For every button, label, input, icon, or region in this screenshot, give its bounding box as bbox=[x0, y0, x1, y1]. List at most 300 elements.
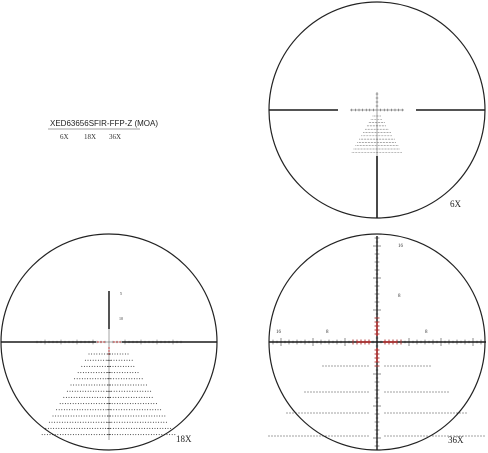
holdover-row bbox=[134, 409, 135, 410]
holdover-row bbox=[98, 360, 99, 361]
holdover-row bbox=[355, 412, 356, 413]
holdover-row bbox=[367, 135, 368, 136]
holdover-row bbox=[374, 145, 375, 146]
holdover-row bbox=[78, 434, 79, 435]
holdover-row bbox=[97, 416, 98, 417]
holdover-row bbox=[456, 412, 457, 413]
holdover-row bbox=[447, 412, 448, 413]
holdover-row bbox=[57, 434, 58, 435]
holdover-row bbox=[387, 145, 388, 146]
holdover-row bbox=[138, 372, 139, 373]
holdover-row bbox=[371, 152, 372, 153]
holdover-row bbox=[135, 391, 136, 392]
holdover-row bbox=[105, 378, 106, 379]
holdover-row bbox=[374, 139, 375, 140]
holdover-row bbox=[459, 412, 460, 413]
holdover-row bbox=[379, 139, 380, 140]
holdover-row bbox=[58, 416, 59, 417]
holdover-row bbox=[365, 145, 366, 146]
holdover-row bbox=[365, 152, 366, 153]
holdover-row bbox=[146, 416, 147, 417]
holdover-row bbox=[360, 145, 361, 146]
holdover-row bbox=[334, 391, 335, 392]
holdover-row bbox=[59, 422, 60, 423]
holdover-row bbox=[429, 365, 430, 366]
holdover-row bbox=[94, 434, 95, 435]
holdover-row bbox=[313, 391, 314, 392]
holdover-row bbox=[93, 360, 94, 361]
holdover-row bbox=[471, 435, 472, 436]
holdover-row bbox=[465, 435, 466, 436]
holdover-row bbox=[82, 378, 83, 379]
holdover-row bbox=[127, 422, 128, 423]
holdover-row bbox=[139, 428, 140, 429]
holdover-row bbox=[150, 409, 151, 410]
holdover-row bbox=[349, 365, 350, 366]
holdover-row bbox=[483, 435, 484, 436]
holdover-row bbox=[435, 435, 436, 436]
holdover-row bbox=[393, 365, 394, 366]
holdover-row bbox=[380, 119, 381, 120]
holdover-row bbox=[331, 435, 332, 436]
holdover-row bbox=[128, 366, 129, 367]
holdover-row bbox=[101, 391, 102, 392]
holdover-row bbox=[63, 397, 64, 398]
holdover-row bbox=[328, 391, 329, 392]
holdover-row bbox=[117, 434, 118, 435]
holdover-row bbox=[369, 145, 370, 146]
holdover-row bbox=[84, 366, 85, 367]
holdover-row bbox=[56, 409, 57, 410]
holdover-row bbox=[316, 391, 317, 392]
holdover-row bbox=[168, 428, 169, 429]
holdover-row bbox=[304, 412, 305, 413]
holdover-row bbox=[78, 385, 79, 386]
holdover-row bbox=[151, 434, 152, 435]
holdover-row bbox=[112, 385, 113, 386]
holdover-row bbox=[384, 142, 385, 143]
holdover-row bbox=[378, 122, 379, 123]
holdover-row bbox=[400, 152, 401, 153]
holdover-row bbox=[372, 135, 373, 136]
holdover-row bbox=[450, 412, 451, 413]
holdover-row bbox=[91, 434, 92, 435]
holdover-row bbox=[328, 435, 329, 436]
holdover-row bbox=[377, 145, 378, 146]
holdover-row bbox=[355, 391, 356, 392]
holdover-row bbox=[83, 372, 84, 373]
holdover-row bbox=[325, 391, 326, 392]
holdover-row bbox=[75, 403, 76, 404]
holdover-row bbox=[122, 422, 123, 423]
holdover-row bbox=[386, 142, 387, 143]
holdover-row bbox=[371, 139, 372, 140]
holdover-row bbox=[361, 391, 362, 392]
holdover-row bbox=[364, 412, 365, 413]
holdover-row bbox=[441, 391, 442, 392]
holdover-row bbox=[122, 434, 123, 435]
holdover-row bbox=[117, 385, 118, 386]
holdover-row bbox=[94, 354, 95, 355]
holdover-row bbox=[376, 152, 377, 153]
holdover-row bbox=[116, 391, 117, 392]
holdover-row bbox=[69, 409, 70, 410]
holdover-row bbox=[71, 385, 72, 386]
holdover-row bbox=[91, 422, 92, 423]
reticle-36x bbox=[268, 234, 486, 450]
holdover-row bbox=[121, 409, 122, 410]
holdover-row bbox=[117, 354, 118, 355]
holdover-row bbox=[354, 149, 355, 150]
holdover-row bbox=[126, 397, 127, 398]
holdover-row bbox=[286, 412, 287, 413]
holdover-row bbox=[376, 139, 377, 140]
holdover-row bbox=[386, 145, 387, 146]
holdover-row bbox=[349, 435, 350, 436]
holdover-row bbox=[322, 391, 323, 392]
holdover-row bbox=[358, 365, 359, 366]
holdover-row bbox=[67, 422, 68, 423]
holdover-row bbox=[346, 365, 347, 366]
holdover-row bbox=[322, 365, 323, 366]
holdover-row bbox=[151, 416, 152, 417]
holdover-row bbox=[372, 145, 373, 146]
holdover-row bbox=[417, 412, 418, 413]
holdover-row bbox=[124, 391, 125, 392]
holdover-row bbox=[85, 378, 86, 379]
holdover-row bbox=[401, 152, 402, 153]
holdover-row bbox=[396, 149, 397, 150]
holdover-row bbox=[411, 412, 412, 413]
holdover-row bbox=[99, 403, 100, 404]
holdover-row bbox=[316, 412, 317, 413]
holdover-row bbox=[367, 126, 368, 127]
holdover-row bbox=[118, 397, 119, 398]
holdover-row bbox=[474, 435, 475, 436]
holdover-row bbox=[146, 385, 147, 386]
holdover-row bbox=[129, 378, 130, 379]
holdover-row bbox=[66, 428, 67, 429]
holdover-row bbox=[134, 397, 135, 398]
holdover-row bbox=[73, 434, 74, 435]
holdover-row bbox=[365, 132, 366, 133]
holdover-row bbox=[274, 435, 275, 436]
holdover-row bbox=[76, 385, 77, 386]
holdover-row bbox=[133, 434, 134, 435]
holdover-row bbox=[366, 135, 367, 136]
holdover-row bbox=[83, 403, 84, 404]
holdover-row bbox=[93, 391, 94, 392]
holdover-row bbox=[371, 145, 372, 146]
holdover-row bbox=[389, 139, 390, 140]
holdover-row bbox=[61, 409, 62, 410]
holdover-row bbox=[74, 397, 75, 398]
holdover-row bbox=[157, 428, 158, 429]
holdover-row bbox=[377, 126, 378, 127]
holdover-row bbox=[368, 126, 369, 127]
holdover-row bbox=[343, 365, 344, 366]
holdover-row bbox=[371, 142, 372, 143]
holdover-row bbox=[423, 391, 424, 392]
holdover-row bbox=[408, 365, 409, 366]
holdover-row bbox=[420, 435, 421, 436]
holdover-row bbox=[86, 403, 87, 404]
holdover-row bbox=[112, 403, 113, 404]
holdover-row bbox=[66, 416, 67, 417]
holdover-row bbox=[388, 149, 389, 150]
holdover-row bbox=[325, 365, 326, 366]
holdover-row bbox=[132, 372, 133, 373]
holdover-row bbox=[105, 397, 106, 398]
holdover-row bbox=[423, 365, 424, 366]
holdover-row bbox=[64, 409, 65, 410]
holdover-row bbox=[169, 434, 170, 435]
holdover-row bbox=[391, 139, 392, 140]
holdover-row bbox=[364, 139, 365, 140]
holdover-row bbox=[468, 435, 469, 436]
holdover-row bbox=[87, 409, 88, 410]
holdover-row bbox=[399, 391, 400, 392]
holdover-row bbox=[55, 434, 56, 435]
holdover-row bbox=[393, 391, 394, 392]
holdover-row bbox=[411, 391, 412, 392]
holdover-row bbox=[388, 152, 389, 153]
holdover-row bbox=[397, 149, 398, 150]
holdover-row bbox=[271, 435, 272, 436]
holdover-row bbox=[136, 385, 137, 386]
holdover-row bbox=[148, 403, 149, 404]
holdover-row bbox=[167, 434, 168, 435]
holdover-row bbox=[149, 397, 150, 398]
holdover-row bbox=[141, 385, 142, 386]
holdover-row bbox=[438, 412, 439, 413]
holdover-row bbox=[316, 435, 317, 436]
holdover-row bbox=[100, 378, 101, 379]
holdover-row bbox=[90, 378, 91, 379]
holdover-row bbox=[382, 126, 383, 127]
holdover-row bbox=[76, 397, 77, 398]
holdover-row bbox=[432, 412, 433, 413]
holdover-row bbox=[81, 366, 82, 367]
holdover-row bbox=[369, 149, 370, 150]
holdover-row bbox=[382, 122, 383, 123]
holdover-row bbox=[357, 149, 358, 150]
holdover-row bbox=[292, 435, 293, 436]
holdover-row bbox=[130, 434, 131, 435]
holdover-row bbox=[75, 422, 76, 423]
holdover-row bbox=[128, 397, 129, 398]
holdover-row bbox=[93, 372, 94, 373]
holdover-row bbox=[363, 132, 364, 133]
holdover-row bbox=[152, 428, 153, 429]
holdover-row bbox=[87, 366, 88, 367]
holdover-row bbox=[390, 412, 391, 413]
holdover-row bbox=[125, 403, 126, 404]
holdover-row bbox=[402, 391, 403, 392]
holdover-row bbox=[363, 135, 364, 136]
holdover-row bbox=[387, 412, 388, 413]
holdover-row bbox=[82, 397, 83, 398]
holdover-row bbox=[426, 391, 427, 392]
holdover-row bbox=[361, 149, 362, 150]
holdover-row bbox=[394, 139, 395, 140]
holdover-row bbox=[159, 416, 160, 417]
holdover-row bbox=[102, 366, 103, 367]
holdover-row bbox=[369, 135, 370, 136]
holdover-row bbox=[358, 435, 359, 436]
holdover-row bbox=[384, 412, 385, 413]
holdover-row bbox=[374, 142, 375, 143]
holdover-row bbox=[298, 412, 299, 413]
holdover-row bbox=[156, 422, 157, 423]
holdover-row bbox=[390, 142, 391, 143]
holdover-row bbox=[81, 416, 82, 417]
holdover-row bbox=[133, 385, 134, 386]
holdover-row bbox=[373, 152, 374, 153]
holdover-row bbox=[363, 145, 364, 146]
holdover-row bbox=[361, 135, 362, 136]
holdover-row bbox=[59, 409, 60, 410]
holdover-row bbox=[105, 416, 106, 417]
holdover-row bbox=[346, 412, 347, 413]
holdover-row bbox=[393, 149, 394, 150]
holdover-row bbox=[411, 435, 412, 436]
holdover-row bbox=[377, 152, 378, 153]
holdover-row bbox=[441, 435, 442, 436]
holdover-row bbox=[395, 152, 396, 153]
holdover-row bbox=[145, 391, 146, 392]
holdover-row bbox=[53, 416, 54, 417]
model-title: XED63656SFIR-FFP-Z (MOA) bbox=[50, 119, 159, 128]
holdover-row bbox=[398, 145, 399, 146]
holdover-row bbox=[64, 428, 65, 429]
holdover-row bbox=[377, 119, 378, 120]
holdover-row bbox=[414, 391, 415, 392]
holdover-row bbox=[89, 366, 90, 367]
holdover-row bbox=[280, 435, 281, 436]
holdover-row bbox=[289, 435, 290, 436]
holdover-row bbox=[322, 412, 323, 413]
holdover-row bbox=[405, 435, 406, 436]
holdover-row bbox=[386, 129, 387, 130]
holdover-row bbox=[373, 139, 374, 140]
holdover-row bbox=[143, 403, 144, 404]
holdover-row bbox=[378, 149, 379, 150]
holdover-row bbox=[97, 366, 98, 367]
holdover-row bbox=[381, 142, 382, 143]
holdover-row bbox=[106, 422, 107, 423]
holdover-row bbox=[136, 428, 137, 429]
holdover-row bbox=[100, 428, 101, 429]
holdover-row bbox=[377, 139, 378, 140]
holdover-row bbox=[92, 378, 93, 379]
reticle-36x-mark-upper: 8 bbox=[398, 294, 401, 299]
holdover-row bbox=[383, 142, 384, 143]
holdover-row bbox=[393, 145, 394, 146]
holdover-row bbox=[385, 126, 386, 127]
holdover-row bbox=[390, 149, 391, 150]
holdover-row bbox=[143, 385, 144, 386]
holdover-row bbox=[364, 152, 365, 153]
holdover-row bbox=[161, 434, 162, 435]
holdover-row bbox=[283, 435, 284, 436]
holdover-row bbox=[361, 435, 362, 436]
holdover-row bbox=[387, 132, 388, 133]
reticle-36x-mark-top: 16 bbox=[398, 244, 403, 249]
holdover-row bbox=[365, 142, 366, 143]
holdover-row bbox=[95, 409, 96, 410]
holdover-row bbox=[130, 372, 131, 373]
holdover-row bbox=[77, 378, 78, 379]
reticle-6x bbox=[269, 2, 485, 218]
holdover-row bbox=[121, 428, 122, 429]
holdover-row bbox=[393, 412, 394, 413]
holdover-row bbox=[379, 126, 380, 127]
holdover-row bbox=[122, 403, 123, 404]
holdover-row bbox=[125, 434, 126, 435]
holdover-row bbox=[151, 403, 152, 404]
holdover-row bbox=[384, 365, 385, 366]
holdover-row bbox=[453, 412, 454, 413]
holdover-row bbox=[370, 126, 371, 127]
holdover-row bbox=[120, 434, 121, 435]
holdover-row bbox=[114, 360, 115, 361]
holdover-row bbox=[385, 135, 386, 136]
holdover-row bbox=[105, 428, 106, 429]
holdover-row bbox=[88, 403, 89, 404]
holdover-row bbox=[367, 365, 368, 366]
holdover-row bbox=[371, 129, 372, 130]
holdover-row bbox=[405, 412, 406, 413]
holdover-row bbox=[370, 149, 371, 150]
holdover-row bbox=[81, 403, 82, 404]
holdover-row bbox=[86, 372, 87, 373]
holdover-row bbox=[438, 391, 439, 392]
holdover-row bbox=[70, 434, 71, 435]
holdover-row bbox=[96, 434, 97, 435]
holdover-row bbox=[396, 365, 397, 366]
holdover-row bbox=[417, 435, 418, 436]
holdover-row bbox=[384, 149, 385, 150]
holdover-row bbox=[307, 391, 308, 392]
holdover-row bbox=[385, 139, 386, 140]
holdover-row bbox=[115, 354, 116, 355]
holdover-row bbox=[405, 365, 406, 366]
holdover-row bbox=[380, 142, 381, 143]
holdover-row bbox=[361, 152, 362, 153]
holdover-row bbox=[128, 416, 129, 417]
holdover-row bbox=[130, 385, 131, 386]
holdover-row bbox=[411, 365, 412, 366]
holdover-row bbox=[319, 412, 320, 413]
holdover-row bbox=[402, 412, 403, 413]
holdover-row bbox=[97, 385, 98, 386]
holdover-row bbox=[381, 122, 382, 123]
holdover-row bbox=[120, 354, 121, 355]
holdover-row bbox=[89, 385, 90, 386]
holdover-row bbox=[423, 412, 424, 413]
holdover-row bbox=[119, 409, 120, 410]
holdover-row bbox=[58, 428, 59, 429]
holdover-row bbox=[47, 434, 48, 435]
holdover-row bbox=[127, 403, 128, 404]
holdover-row bbox=[388, 129, 389, 130]
holdover-row bbox=[84, 428, 85, 429]
holdover-row bbox=[112, 416, 113, 417]
reticle-36x-mark-right: 8 bbox=[425, 330, 428, 335]
holdover-row bbox=[133, 416, 134, 417]
holdover-row bbox=[382, 152, 383, 153]
